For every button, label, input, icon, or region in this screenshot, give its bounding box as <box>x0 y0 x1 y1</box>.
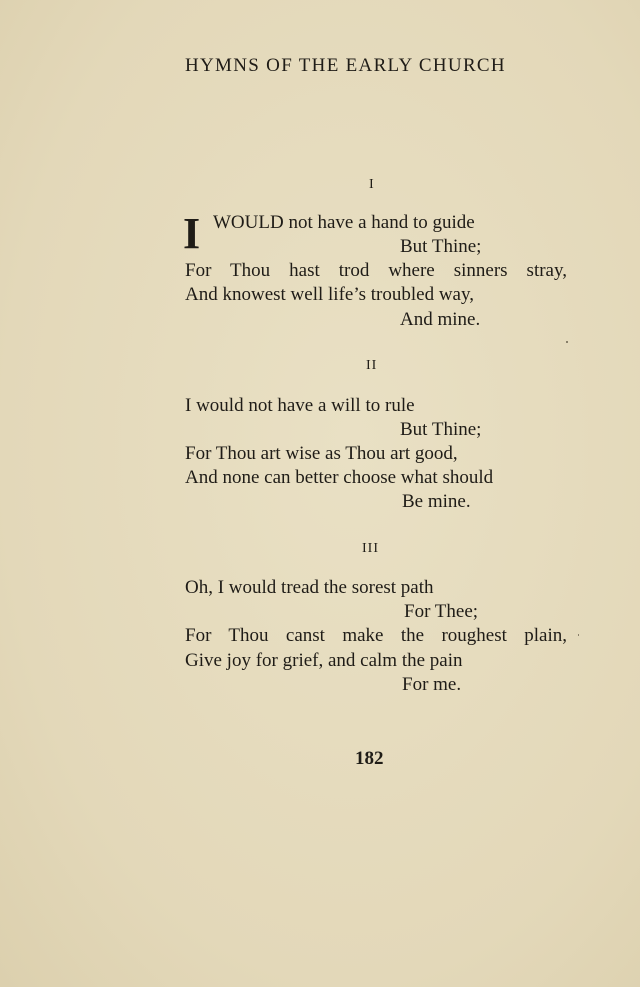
verse-line: For Thou hast trod where sinners stray, <box>185 260 567 281</box>
verse-line: And none can better choose what should <box>185 467 494 488</box>
verse-line: WOULD not have a hand to guide <box>213 212 475 233</box>
verse-line: For me. <box>402 674 462 695</box>
stanza-numeral: III <box>362 541 379 556</box>
paper-speck <box>566 341 568 343</box>
drop-cap: I <box>183 209 201 258</box>
verse-line: But Thine; <box>400 236 482 257</box>
page-number: 182 <box>355 748 384 769</box>
verse-line: Give joy for grief, and calm the pain <box>185 650 463 671</box>
verse-line: And knowest well life’s troubled way, <box>185 284 474 305</box>
verse-line: For Thou art wise as Thou art good, <box>185 443 458 464</box>
running-head: HYMNS OF THE EARLY CHURCH <box>185 55 506 76</box>
verse-line: For Thee; <box>404 601 479 622</box>
verse-line: Oh, I would tread the sorest path <box>185 577 434 598</box>
verse-line: But Thine; <box>400 419 482 440</box>
paper-speck <box>578 634 579 636</box>
stanza-numeral: I <box>369 177 375 192</box>
verse-line: And mine. <box>400 309 481 330</box>
verse-line: For Thou canst make the roughest plain, <box>185 625 567 646</box>
stanza-numeral: II <box>366 358 378 373</box>
verse-line: Be mine. <box>402 491 471 512</box>
verse-line: I would not have a will to rule <box>185 395 415 416</box>
